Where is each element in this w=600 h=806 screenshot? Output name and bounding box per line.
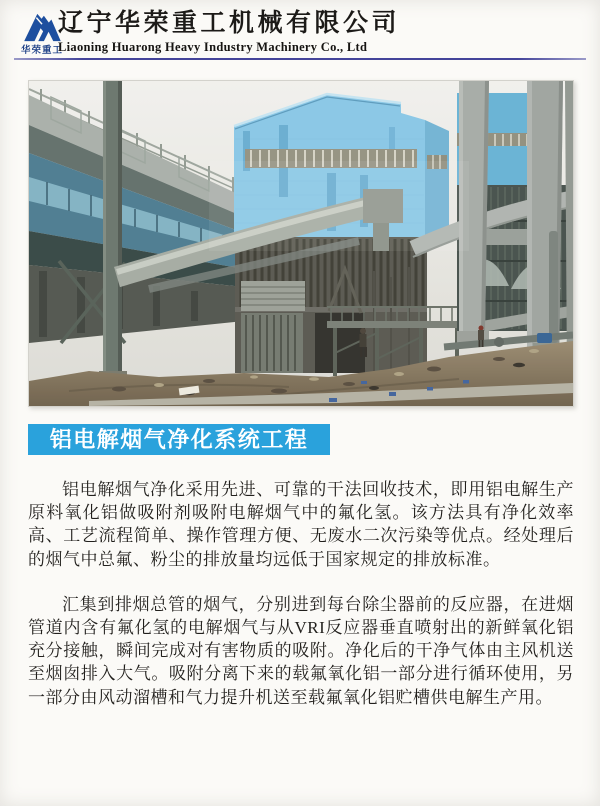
header-divider [14,58,586,60]
company-name-block [58,10,400,55]
section-title: 铝电解烟气净化系统工程 [49,427,309,452]
site-photo [28,80,574,407]
header [20,10,580,58]
paragraph-2: 汇集到排烟总管的烟气，分别进到每台除尘器前的反应器，在进烟管道内含有氟化氢的电解烟气与从VRI反应器垂直喷射出的新鲜氧化铝充分接触，瞬间完成对有害物质的吸附。净化后的干净气体由主风机送至烟囱排入大气。吸附分离下来的载氟氧化铝一部分进行循环使用，另一部分由风动溜槽和气力提升机送至载氟氧化铝贮槽供电解生产用。 [28,594,574,707]
huarong-logo-icon [22,12,62,42]
section-title-banner [28,424,330,455]
company-name-en: Liaoning Huarong Heavy Industry Machinery Co., Ltd [58,40,368,54]
logo-caption: 华荣重工 [20,45,63,56]
site-photo-illustration [29,81,573,406]
paragraph-1: 铝电解烟气净化采用先进、可靠的干法回收技术，即用铝电解生产原料氧化铝做吸附剂吸附电解烟气中的氟化氢。该方法具有净化效率高、工艺流程简单、操作管理方便、无废水二次污染等优点。经处理后的烟气中总氟、粉尘的排放量均远低于国家规定的排放标准。 [28,480,574,569]
company-name-cn: 辽宁华荣重工机械有限公司 [58,10,401,37]
article-body [28,478,574,731]
